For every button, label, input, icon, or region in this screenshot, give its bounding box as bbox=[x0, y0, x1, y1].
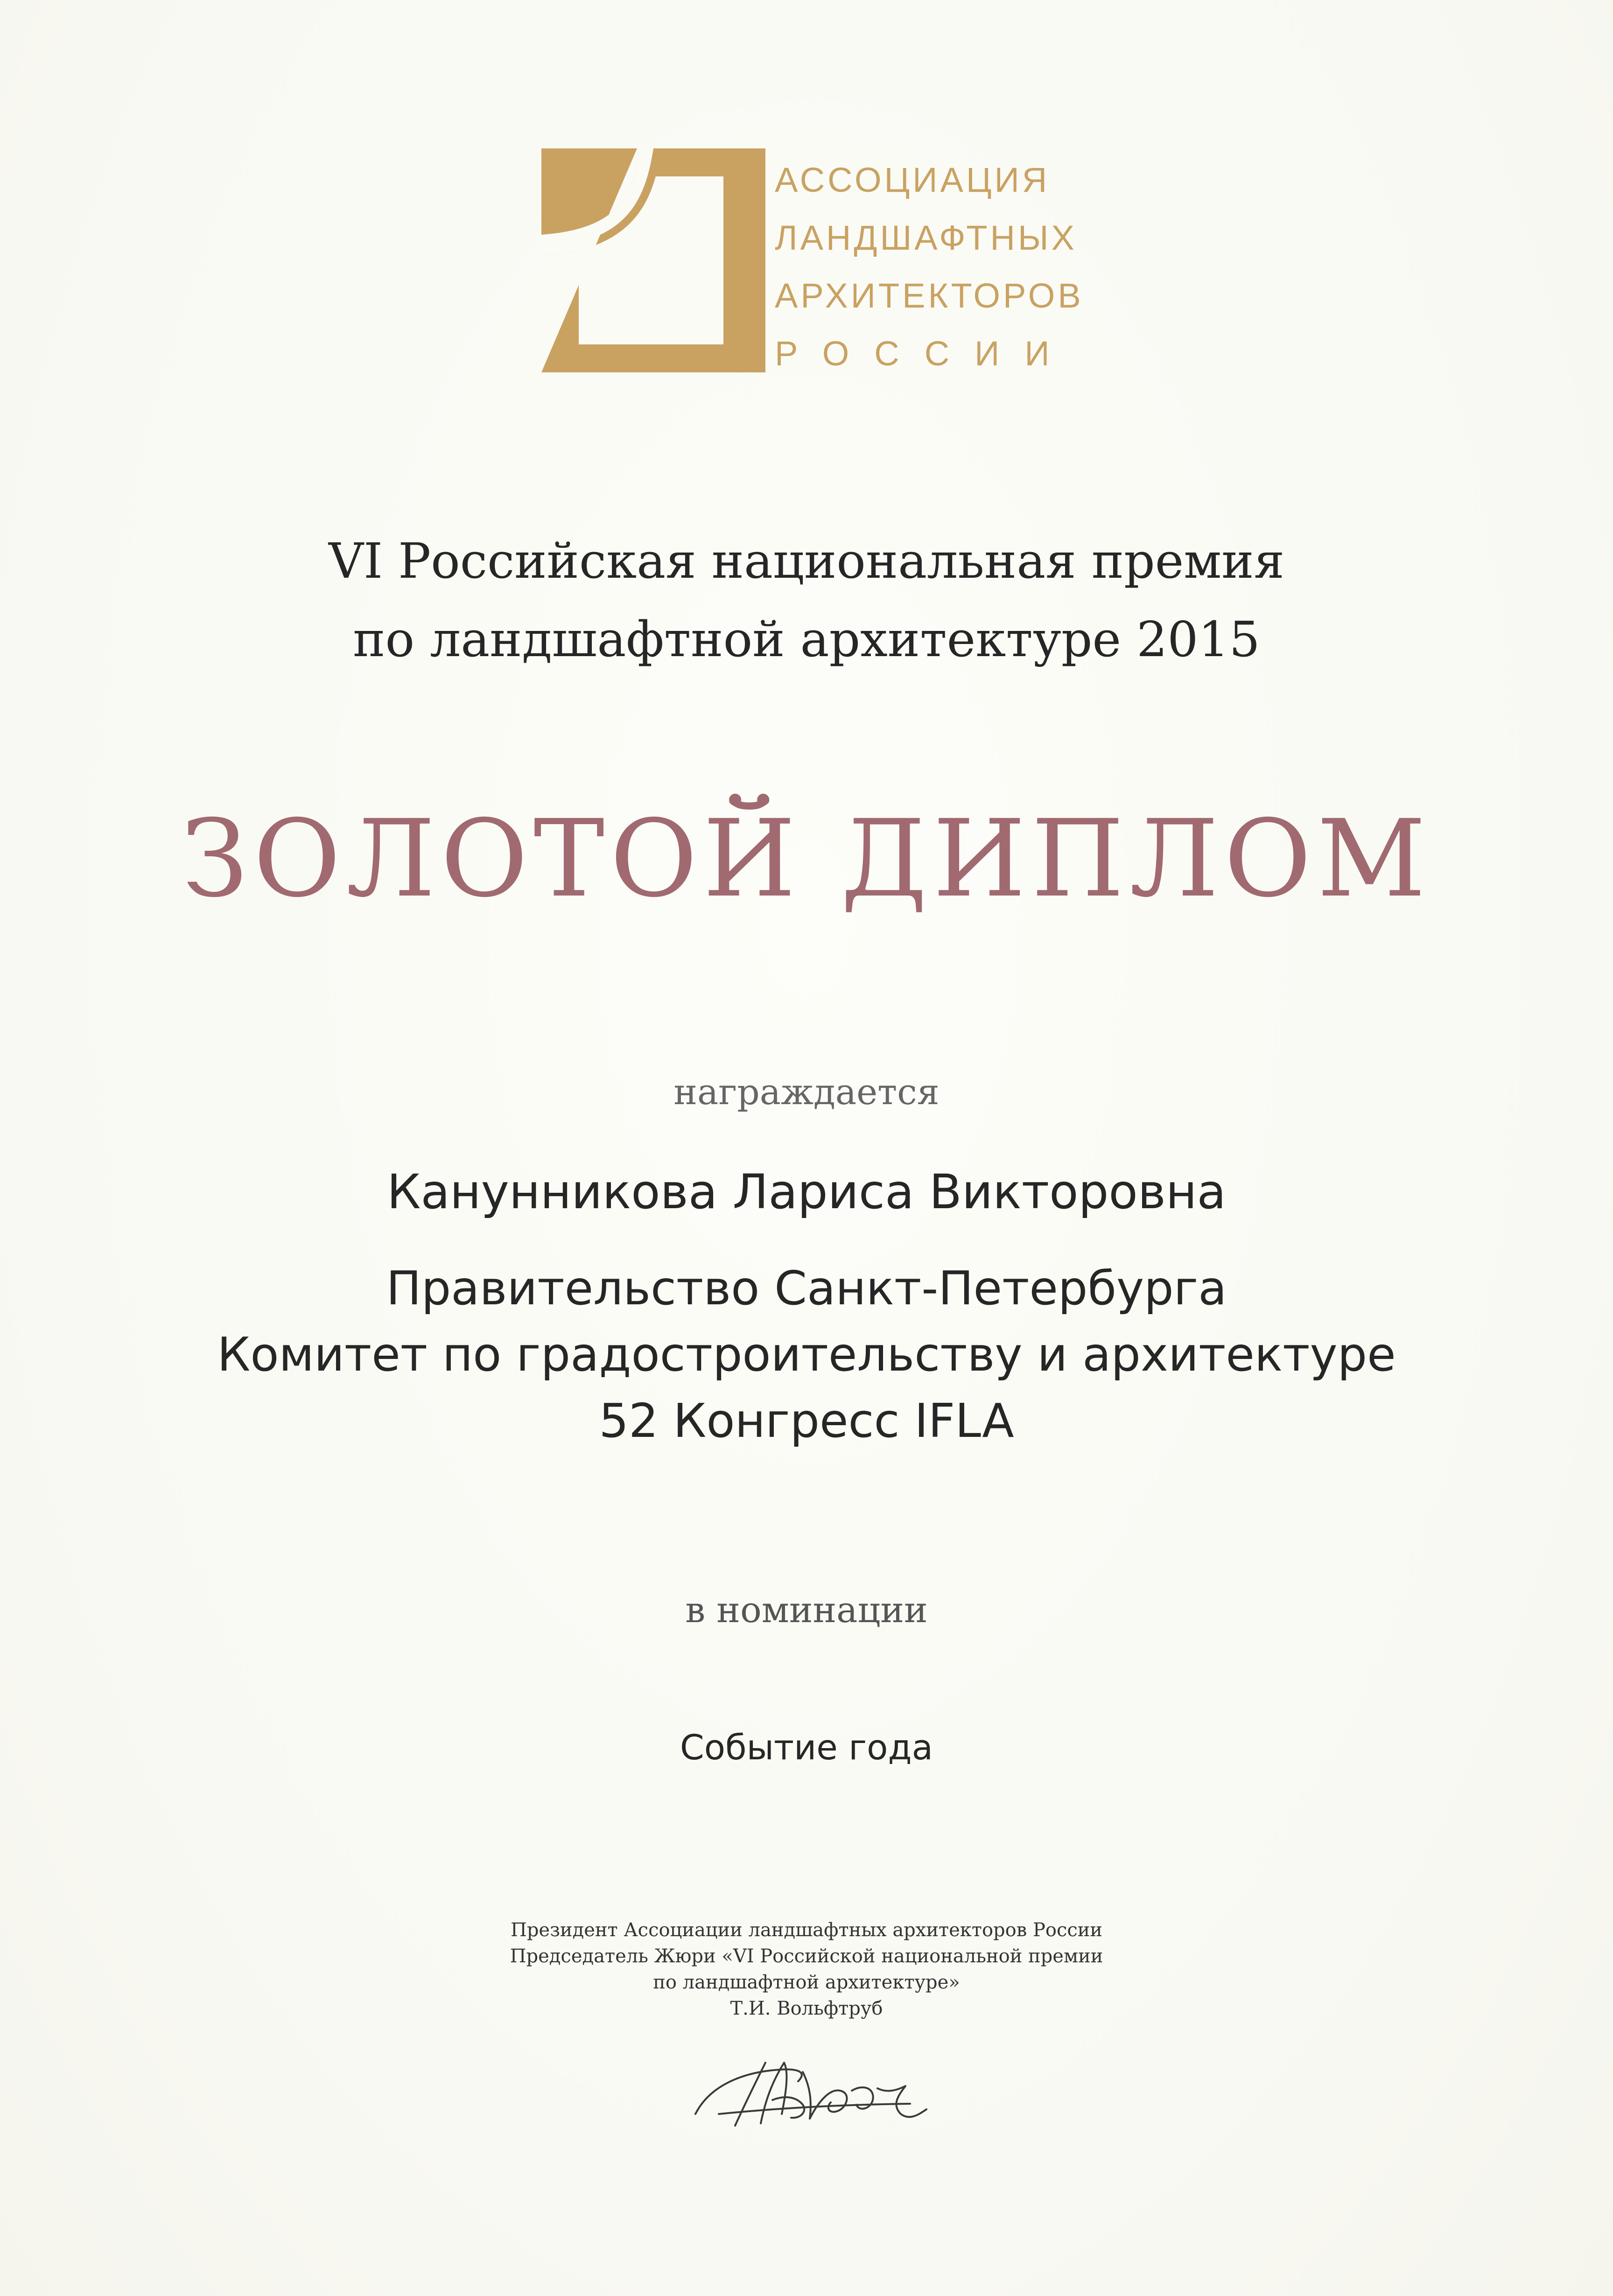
organization-line: Правительство Санкт-Петербурга bbox=[386, 1261, 1227, 1316]
award-title-line-1: VI Российская национальная премия bbox=[328, 532, 1285, 589]
association-logo-mark-icon bbox=[541, 148, 765, 372]
logo-line-3: АРХИТЕКТОРОВ bbox=[775, 276, 1084, 315]
signatory-name: Т.И. Вольфтруб bbox=[730, 1998, 883, 2019]
organization-line: Комитет по градостроительству и архитектуре bbox=[217, 1327, 1396, 1382]
association-logo bbox=[541, 148, 1084, 373]
award-title-line-2: по ландшафтной архитектуре 2015 bbox=[353, 611, 1260, 668]
association-name bbox=[775, 151, 1083, 383]
awarded-label: награждается bbox=[673, 1071, 940, 1113]
signatory-title-1: Президент Ассоциации ландшафтных архитекторов России bbox=[510, 1919, 1103, 1941]
nomination-value: Событие года bbox=[680, 1728, 933, 1768]
recipient-name: Канунникова Лариса Викторовна bbox=[386, 1164, 1227, 1220]
award-title bbox=[0, 522, 1613, 679]
signatory-block bbox=[0, 1917, 1613, 2022]
logo-line-1: АССОЦИАЦИЯ bbox=[775, 161, 1050, 199]
diploma-heading: ЗОЛОТОЙ ДИПЛОМ bbox=[181, 797, 1432, 921]
handwritten-signature-icon bbox=[691, 2044, 933, 2133]
signatory-title-2: Председатель Жюри «VI Российской национальной премии bbox=[510, 1946, 1103, 1967]
organizations bbox=[0, 1255, 1613, 1454]
signatory-title-3: по ландшафтной архитектуре» bbox=[653, 1972, 960, 1993]
logo-line-2: ЛАНДШАФТНЫХ bbox=[775, 218, 1077, 257]
logo-line-4: РОССИИ bbox=[775, 334, 1075, 373]
nomination-label: в номинации bbox=[685, 1589, 928, 1631]
organization-line: 52 Конгресс IFLA bbox=[599, 1393, 1014, 1448]
